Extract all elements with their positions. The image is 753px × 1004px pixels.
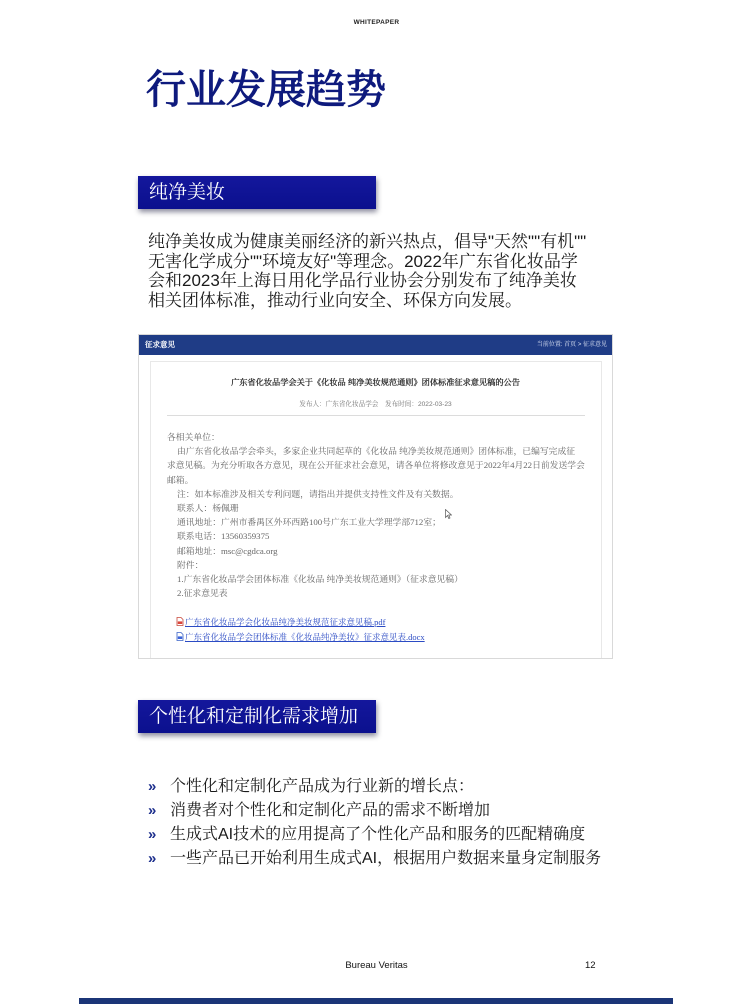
list-item [148,823,618,847]
footer-bar [79,998,673,1004]
body-line: 各相关单位： [167,432,220,442]
paragraph-line: 会和2023年上海日用化学品行业协会分别发布了纯净美妆 [148,271,577,291]
attachment-docx-link[interactable]: 广东省化妆品学会团体标准《化妆品纯净美妆》征求意见表.docx [185,632,425,642]
bullet-marker-icon: » [148,850,157,867]
list-item [148,799,618,823]
bullet-marker-icon: » [148,826,157,843]
body-line: 注：如本标准涉及相关专利问题，请指出并提供支持性文件及有关数据。 [177,488,459,499]
bullet-text: 生成式AI技术的应用提高了个性化产品和服务的匹配精确度 [170,826,586,843]
document-type-label: WHITEPAPER [353,19,400,26]
embed-header-bar [139,335,612,355]
body-line: 2.征求意见表 [177,588,228,599]
paragraph-line: 相关团体标准，推动行业向安全、环保方向发展。 [148,290,522,310]
personalization-bullet-list [148,775,618,871]
bullet-marker-icon: » [148,802,157,819]
embed-nav-title: 征求意见 [145,340,175,349]
body-line: 附件： [177,559,204,570]
attachment-docx[interactable] [176,631,425,643]
page-title: 行业发展趋势 [146,68,386,112]
body-line: 1.广东省化妆品学会团体标准《化妆品 纯净美妆规范通则》（征求意见稿） [177,573,463,584]
body-line: 邮箱地址：msc@cgdca.org [177,545,278,556]
pdf-file-icon [176,617,184,626]
page-number: 12 [585,960,596,971]
body-line: 邮箱。 [167,474,194,485]
clean-beauty-paragraph [148,232,586,310]
body-line: 联系人：杨佩珊 [177,502,239,513]
embedded-webpage-screenshot [138,334,613,659]
embed-breadcrumb: 当前位置: 首页 > 征求意见 [536,342,607,348]
body-line: 联系电话：13560359375 [177,531,270,542]
embed-article-title: 广东省化妆品学会关于《化妆品 纯净美妆规范通则》团体标准征求意见稿的公告 [231,378,520,387]
docx-file-icon [176,632,184,641]
section-heading-personalization: 个性化和定制化需求增加 [138,700,376,733]
attachment-pdf-link[interactable]: 广东省化妆品学会化妆品纯净美妆规范征求意见稿.pdf [185,617,386,627]
bullet-marker-icon: » [148,778,157,795]
paragraph-line: 纯净美妆成为健康美丽经济的新兴热点，倡导"天然""有机"" [148,232,587,251]
paragraph-line: 无害化学成分""环境友好"等理念。2022年广东省化妆品学 [148,251,578,271]
body-line: 求意见稿。为充分听取各方意见，现在公开征求社会意见，请各单位将修改意见于2022年4月22日前发送学会 [167,460,585,471]
list-item [148,847,618,871]
cursor-icon [445,509,452,519]
attachment-pdf[interactable] [176,616,385,628]
embed-article-body [139,430,612,600]
bullet-text: 一些产品已开始利用生成式AI，根据用户数据来量身定制服务 [170,850,602,867]
body-line: 由广东省化妆品学会牵头，多家企业共同起草的《化妆品 纯净美妆规范通则》团体标准，已编写完成征 [177,446,576,457]
section-heading-clean-beauty: 纯净美妆 [138,176,376,209]
footer-company: Bureau Veritas [345,960,408,971]
body-line: 通讯地址：广州市番禺区外环西路100号广东工业大学理学部712室； [177,517,441,528]
bullet-text: 个性化和定制化产品成为行业新的增长点： [170,778,475,795]
embed-article-meta: 发布人：广东省化妆品学会 发布时间：2022-03-23 [299,401,452,408]
embed-divider [167,415,585,416]
bullet-text: 消费者对个性化和定制化产品的需求不断增加 [170,802,491,819]
list-item [148,775,618,799]
